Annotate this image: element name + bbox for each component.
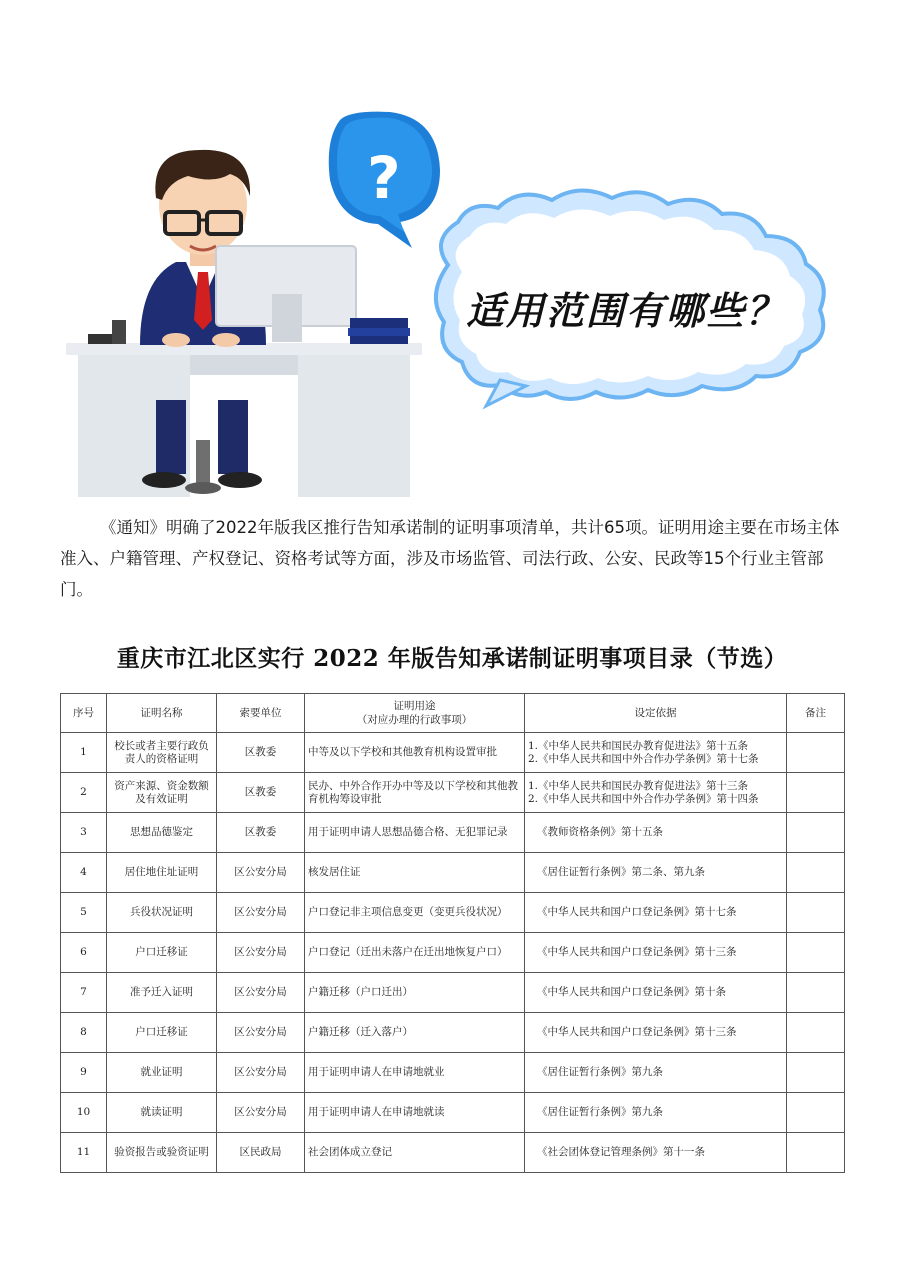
row-name: 居住地住址证明 [107,853,217,893]
row-basis: 《社会团体登记管理条例》第十一条 [525,1133,787,1173]
row-note [787,1053,845,1093]
table-row [61,813,845,853]
row-seq: 11 [61,1133,107,1173]
row-seq: 6 [61,933,107,973]
row-name: 就读证明 [107,1093,217,1133]
row-seq: 8 [61,1013,107,1053]
header-name: 证明名称 [107,694,217,733]
certificate-list-table [60,693,845,1173]
row-basis [525,733,787,773]
row-unit: 区教委 [217,733,305,773]
row-basis [525,773,787,813]
svg-text:?: ? [367,144,401,212]
row-basis-line: 1.《中华人民共和国民办教育促进法》第十三条 [528,779,749,792]
row-use: 用于证明申请人思想品德合格、无犯罪记录 [305,813,525,853]
hero-illustration [0,0,904,505]
row-name: 资产来源、资金数额及有效证明 [107,773,217,813]
row-use: 民办、中外合作开办中等及以下学校和其他教育机构筹设审批 [305,773,525,813]
row-note [787,933,845,973]
row-basis: 《居住证暂行条例》第二条、第九条 [525,853,787,893]
row-note [787,773,845,813]
row-name: 兵役状况证明 [107,893,217,933]
table-row [61,853,845,893]
table-row [61,893,845,933]
table-row [61,1093,845,1133]
row-unit: 区教委 [217,773,305,813]
table-row [61,1133,845,1173]
table-row [61,1053,845,1093]
row-use: 中等及以下学校和其他教育机构设置审批 [305,733,525,773]
question-bubble-icon [329,112,440,248]
row-unit: 区民政局 [217,1133,305,1173]
table-row [61,1013,845,1053]
row-use: 户籍迁移（迁入落户） [305,1013,525,1053]
row-unit: 区公安分局 [217,973,305,1013]
row-seq: 7 [61,973,107,1013]
row-basis: 《中华人民共和国户口登记条例》第十三条 [525,1013,787,1053]
row-basis: 《中华人民共和国户口登记条例》第十三条 [525,933,787,973]
row-name: 户口迁移证 [107,1013,217,1053]
header-use-line1: 证明用途 [393,700,436,712]
row-use: 核发居住证 [305,853,525,893]
table-row [61,973,845,1013]
row-note [787,733,845,773]
table-title: 重庆市江北区实行 2022 年版告知承诺制证明事项目录（节选） [116,645,788,672]
row-name: 思想品德鉴定 [107,813,217,853]
row-name: 验资报告或验资证明 [107,1133,217,1173]
row-use: 户口登记（迁出未落户在迁出地恢复户口） [305,933,525,973]
row-seq: 4 [61,853,107,893]
table-row [61,773,845,813]
row-note [787,1133,845,1173]
header-use-line2: （对应办理的行政事项） [356,714,473,726]
row-seq: 10 [61,1093,107,1133]
row-unit: 区公安分局 [217,1093,305,1133]
row-note [787,893,845,933]
row-unit: 区公安分局 [217,1013,305,1053]
row-basis-line: 2.《中华人民共和国中外合作办学条例》第十四条 [528,792,759,805]
row-unit: 区公安分局 [217,933,305,973]
header-use [305,694,525,733]
table-header-row [61,694,845,733]
row-note [787,813,845,853]
row-basis-line: 1.《中华人民共和国民办教育促进法》第十五条 [528,739,749,752]
row-unit: 区教委 [217,813,305,853]
row-basis: 《教师资格条例》第十五条 [525,813,787,853]
row-seq: 5 [61,893,107,933]
row-note [787,973,845,1013]
row-seq: 2 [61,773,107,813]
row-basis-line: 2.《中华人民共和国中外合作办学条例》第十七条 [528,752,759,765]
row-seq: 9 [61,1053,107,1093]
bubble-question-text: 适用范围有哪些？ [466,289,787,333]
row-name: 户口迁移证 [107,933,217,973]
header-seq: 序号 [61,694,107,733]
row-name: 校长或者主要行政负责人的资格证明 [107,733,217,773]
row-note [787,1013,845,1053]
header-basis: 设定依据 [525,694,787,733]
row-name: 就业证明 [107,1053,217,1093]
row-unit: 区公安分局 [217,893,305,933]
row-unit: 区公安分局 [217,1053,305,1093]
row-unit: 区公安分局 [217,853,305,893]
row-name: 准予迁入证明 [107,973,217,1013]
row-seq: 3 [61,813,107,853]
header-unit: 索要单位 [217,694,305,733]
row-use: 户口登记非主项信息变更（变更兵役状况） [305,893,525,933]
row-basis: 《居住证暂行条例》第九条 [525,1093,787,1133]
row-note [787,853,845,893]
row-use: 户籍迁移（户口迁出） [305,973,525,1013]
table-row [61,933,845,973]
row-note [787,1093,845,1133]
header-note: 备注 [787,694,845,733]
office-worker-illustration [0,0,904,505]
row-seq: 1 [61,733,107,773]
table-row [61,733,845,773]
row-use: 用于证明申请人在申请地就业 [305,1053,525,1093]
row-use: 社会团体成立登记 [305,1133,525,1173]
row-use: 用于证明申请人在申请地就读 [305,1093,525,1133]
row-basis: 《中华人民共和国户口登记条例》第十条 [525,973,787,1013]
row-basis: 《中华人民共和国户口登记条例》第十七条 [525,893,787,933]
row-basis: 《居住证暂行条例》第九条 [525,1053,787,1093]
intro-paragraph: 《通知》明确了2022年版我区推行告知承诺制的证明事项清单，共计65项。证明用途主要在市场主体准入、户籍管理、产权登记、资格考试等方面，涉及市场监管、司法行政、公安、民政等15个行业主管部门。 [60,518,840,599]
